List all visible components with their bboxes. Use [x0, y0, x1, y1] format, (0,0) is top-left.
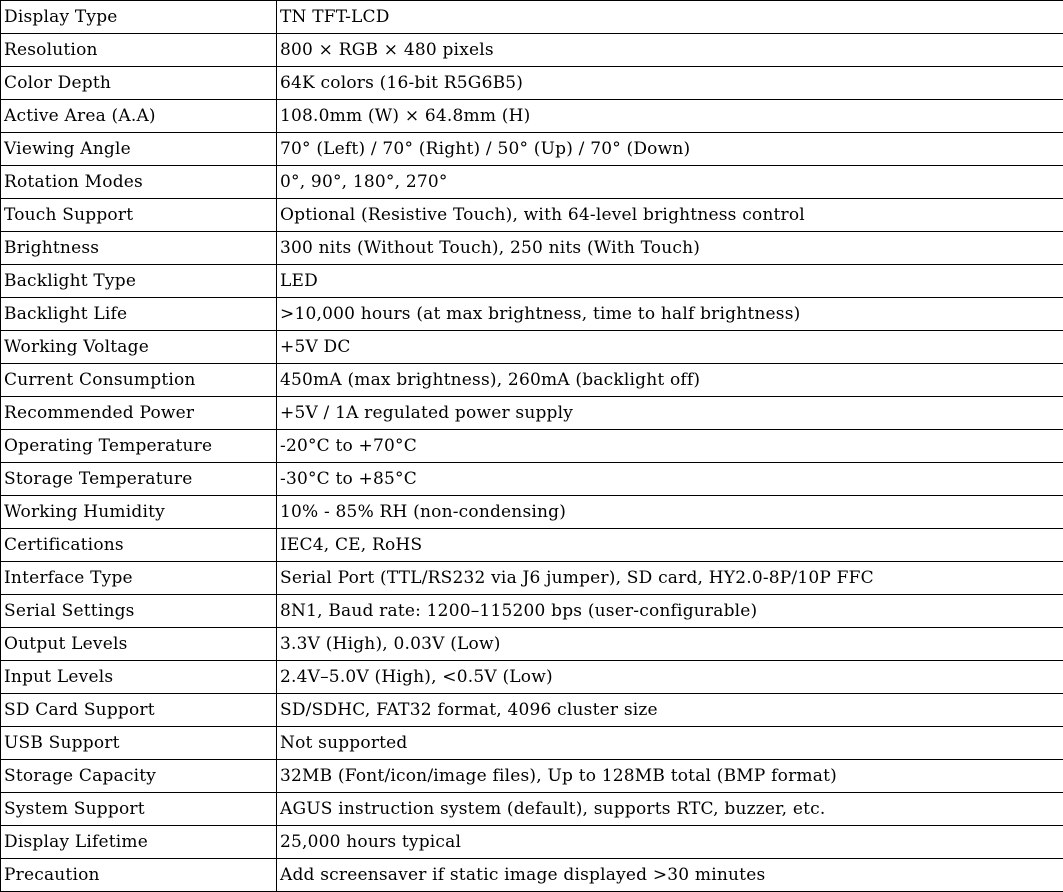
- table-row: [1, 562, 1063, 595]
- table-row: [1, 661, 1063, 694]
- value-cell: IEC4, CE, RoHS: [277, 529, 1063, 562]
- table-row: [1, 628, 1063, 661]
- value-cell: TN TFT-LCD: [277, 1, 1063, 34]
- table-row: [1, 67, 1063, 100]
- table-row: [1, 133, 1063, 166]
- value-cell: Not supported: [277, 727, 1063, 760]
- table-row: [1, 265, 1063, 298]
- param-cell: Certifications: [1, 529, 277, 562]
- value-cell: 64K colors (16-bit R5G6B5): [277, 67, 1063, 100]
- param-cell: Active Area (A.A): [1, 100, 277, 133]
- value-cell: 450mA (max brightness), 260mA (backlight off): [277, 364, 1063, 397]
- param-cell: Interface Type: [1, 562, 277, 595]
- param-cell: Backlight Type: [1, 265, 277, 298]
- param-cell: Resolution: [1, 34, 277, 67]
- value-cell: AGUS instruction system (default), supports RTC, buzzer, etc.: [277, 793, 1063, 826]
- value-cell: Add screensaver if static image displayed >30 minutes: [277, 859, 1063, 892]
- param-cell: Color Depth: [1, 67, 277, 100]
- value-cell: 32MB (Font/icon/image files), Up to 128MB total (BMP format): [277, 760, 1063, 793]
- param-cell: System Support: [1, 793, 277, 826]
- param-cell: Display Lifetime: [1, 826, 277, 859]
- table-row: [1, 760, 1063, 793]
- param-cell: Serial Settings: [1, 595, 277, 628]
- value-cell: 0°, 90°, 180°, 270°: [277, 166, 1063, 199]
- param-cell: Current Consumption: [1, 364, 277, 397]
- table-row: [1, 1, 1063, 34]
- value-cell: -20°C to +70°C: [277, 430, 1063, 463]
- param-cell: Input Levels: [1, 661, 277, 694]
- param-cell: Working Humidity: [1, 496, 277, 529]
- table-row: [1, 100, 1063, 133]
- spec-table-body: [1, 1, 1063, 892]
- table-row: [1, 364, 1063, 397]
- value-cell: 25,000 hours typical: [277, 826, 1063, 859]
- table-row: [1, 463, 1063, 496]
- table-row: [1, 727, 1063, 760]
- value-cell: >10,000 hours (at max brightness, time to half brightness): [277, 298, 1063, 331]
- param-cell: Storage Capacity: [1, 760, 277, 793]
- value-cell: 8N1, Baud rate: 1200–115200 bps (user-configurable): [277, 595, 1063, 628]
- param-cell: Touch Support: [1, 199, 277, 232]
- param-cell: Precaution: [1, 859, 277, 892]
- value-cell: 10% - 85% RH (non-condensing): [277, 496, 1063, 529]
- value-cell: 300 nits (Without Touch), 250 nits (With Touch): [277, 232, 1063, 265]
- table-row: [1, 298, 1063, 331]
- value-cell: Serial Port (TTL/RS232 via J6 jumper), SD card, HY2.0-8P/10P FFC: [277, 562, 1063, 595]
- value-cell: Optional (Resistive Touch), with 64-level brightness control: [277, 199, 1063, 232]
- table-row: [1, 496, 1063, 529]
- value-cell: 800 × RGB × 480 pixels: [277, 34, 1063, 67]
- value-cell: 70° (Left) / 70° (Right) / 50° (Up) / 70° (Down): [277, 133, 1063, 166]
- param-cell: Working Voltage: [1, 331, 277, 364]
- value-cell: LED: [277, 265, 1063, 298]
- value-cell: -30°C to +85°C: [277, 463, 1063, 496]
- param-cell: USB Support: [1, 727, 277, 760]
- param-cell: Recommended Power: [1, 397, 277, 430]
- table-row: [1, 199, 1063, 232]
- param-cell: Rotation Modes: [1, 166, 277, 199]
- value-cell: +5V DC: [277, 331, 1063, 364]
- value-cell: SD/SDHC, FAT32 format, 4096 cluster size: [277, 694, 1063, 727]
- table-row: [1, 859, 1063, 892]
- value-cell: +5V / 1A regulated power supply: [277, 397, 1063, 430]
- param-cell: Backlight Life: [1, 298, 277, 331]
- value-cell: 3.3V (High), 0.03V (Low): [277, 628, 1063, 661]
- value-cell: 2.4V–5.0V (High), <0.5V (Low): [277, 661, 1063, 694]
- param-cell: Brightness: [1, 232, 277, 265]
- table-row: [1, 34, 1063, 67]
- table-row: [1, 595, 1063, 628]
- param-cell: Output Levels: [1, 628, 277, 661]
- table-row: [1, 793, 1063, 826]
- table-row: [1, 529, 1063, 562]
- table-row: [1, 430, 1063, 463]
- table-row: [1, 826, 1063, 859]
- table-row: [1, 397, 1063, 430]
- table-row: [1, 694, 1063, 727]
- param-cell: SD Card Support: [1, 694, 277, 727]
- param-cell: Operating Temperature: [1, 430, 277, 463]
- table-row: [1, 331, 1063, 364]
- table-row: [1, 232, 1063, 265]
- table-row: [1, 166, 1063, 199]
- param-cell: Display Type: [1, 1, 277, 34]
- value-cell: 108.0mm (W) × 64.8mm (H): [277, 100, 1063, 133]
- param-cell: Storage Temperature: [1, 463, 277, 496]
- param-cell: Viewing Angle: [1, 133, 277, 166]
